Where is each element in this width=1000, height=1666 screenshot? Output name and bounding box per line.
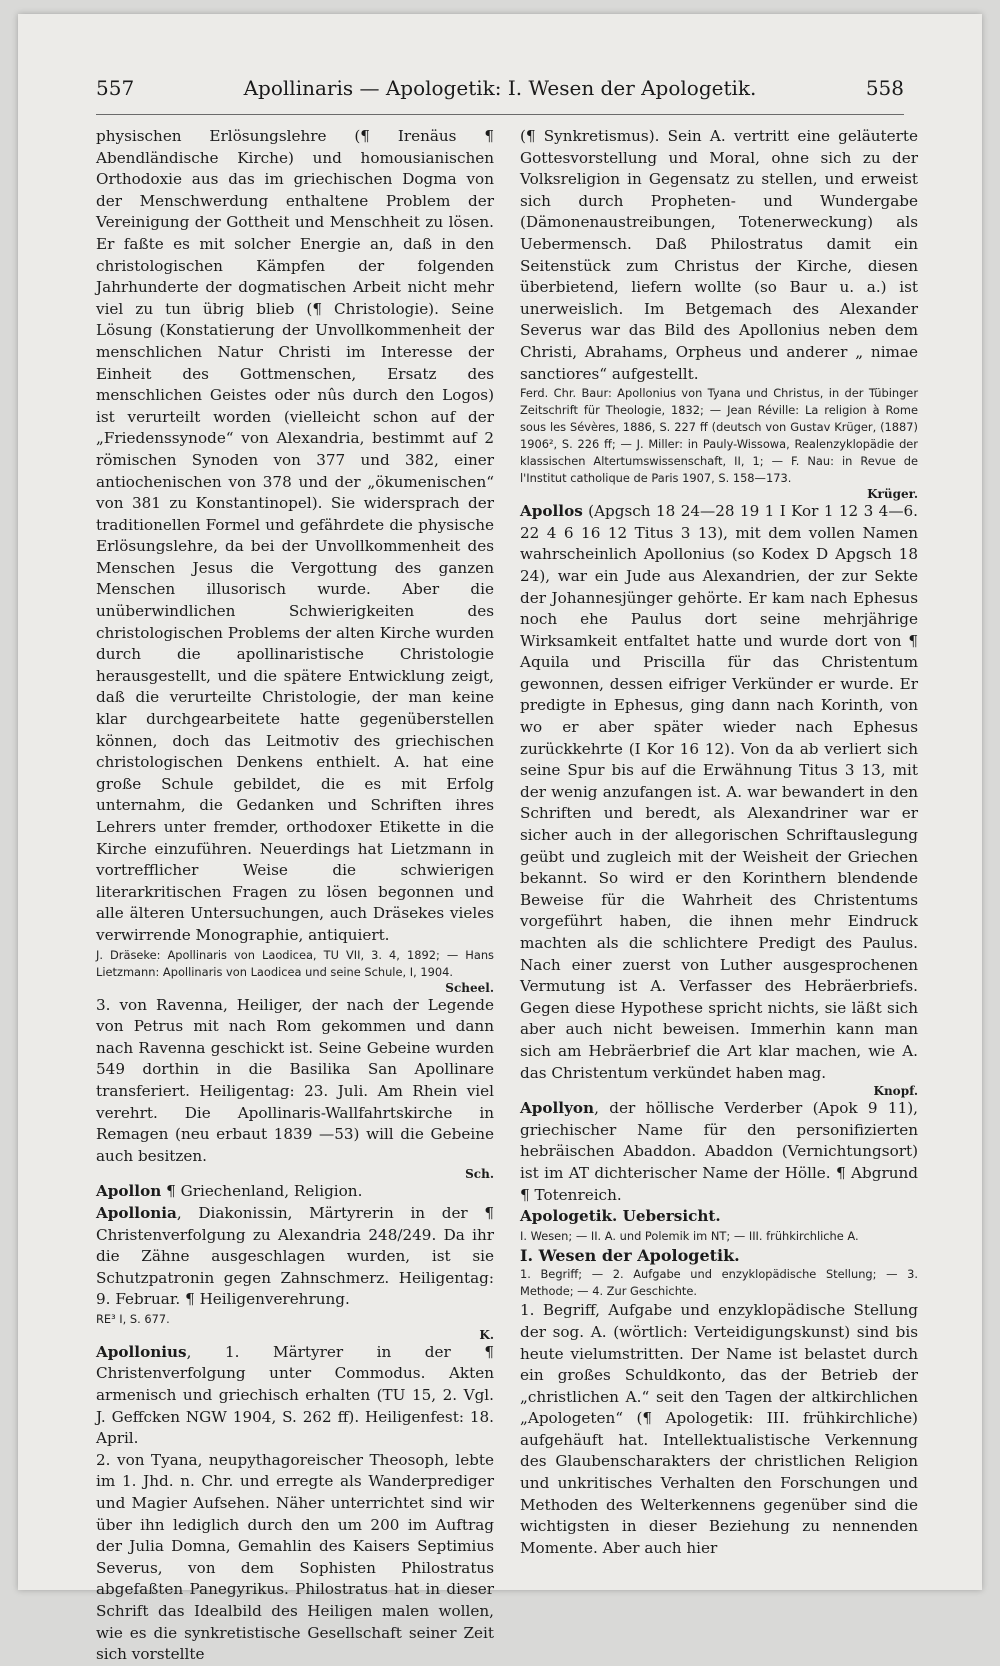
- entry-apollos: [520, 501, 918, 1084]
- entry-apollonius-text: , 1. Märtyrer in der ¶ Christenverfolgung unter Commodus. Akten armenisch und griechisch erhalten (TU 15, 2. Vgl. J. Geffcken NGW 1904, S. 262 ff). Heiligenfest: 18. April.: [96, 1342, 494, 1448]
- author-signature: K.: [479, 1327, 494, 1342]
- author-signature: Sch.: [465, 1167, 494, 1182]
- header-rule: [96, 114, 904, 115]
- apollinaris-continuation: physischen Erlösungslehre (¶ Irenäus ¶ Abendländische Kirche) und homousianischen Orthodoxie aus das im griechischen Dogma von der Menschwerdung enthaltene Problem der Vereinigung der Gottheit und Menschheit zu lösen. Er faßte es mit solcher Energie an, daß in den christologischen Kämpfen der folgenden Jahrhunderte der dogmatischen Arbeit nicht mehr viel zu tun übrig blieb (¶ Christologie). Seine Lösung (Konstatierung der Unvollkommenheit der menschlichen Natur Christi im Interesse der Einheit des Gottmenschen, Ersatz des menschlichen Geistes oder nûs durch den Logos) ist verurteilt worden (vielleicht schon auf der „Friedenssynode“ von Alexandria, bestimmt auf 2 römischen Synoden von 377 und 382, einer antiochenischen von 378 und der „ökumenischen“ von 381 zu Konstantinopel). Sie widersprach der traditionellen Formel und gefährdete die physische Erlösungslehre, da bei der Unvollkommenheit des Menschen Jesus die Vergottung des ganzen Menschen illusorisch wurde. Aber die unüberwindlichen Schwierigkeiten des christologischen Problems der alten Kirche wurden durch die apollinaristische Christologie herausgestellt, und die spätere Entwicklung zeigt, daß die verurteilte Christologie, der man keine klar durchgearbeitete hatte gegenüberstellen können, doch das Leitmotiv des griechischen christologischen Denkens enthielt. A. hat eine große Schule gebildet, die es mit Erfolg unternahm, die Gedanken und Schriften ihres Lehrers unter fremder, orthodoxer Etikette in die Kirche einzuführen. Neuerdings hat Lietzmann in vortrefflicher Weise die schwierigen literarkritischen Fragen zu lösen begonnen und alle älteren Untersuchungen, auch Dräsekes vieles verwirrende Monographie, antiquiert.: [96, 127, 494, 944]
- lemma-apollos: Apollos: [520, 502, 583, 521]
- author-signature: Scheel.: [445, 980, 494, 995]
- section-paragraph: 1. Begriff, Aufgabe und enzyklopädische Stellung der sog. A. (wörtlich: Verteidigungskunst) sind bis heute vielumstritten. Der Name ist belastet durch ein großes Schuldkonto, das der Betrieb der „christlichen A.“ seit den Tagen der altkirchlichen „Apologeten“ (¶ Apologetik: III. frühkirchliche) aufgehäuft hat. Intellektualistische Verkennung des Glaubenscharakters der christlichen Religion und unkritisches Verhalten den Forschungen und Methoden des Welterkennens gegenüber sind die wichtigsten in dieser Beziehung zu nennenden Momente. Aber auch hier: [520, 1301, 918, 1557]
- entry-apollos-text: (Apgsch 18 24—28 19 1 I Kor 1 12 3 4—6. 22 4 6 16 12 Titus 3 13), mit dem vollen Namen wahrscheinlich Apollonius (so Kodex D Apgsch 18 24), war ein Jude aus Alexandrien, der zur Sekte der Johannesjünger gehörte. Er kam nach Ephesus noch ehe Paulus dort seine mehrjährige Wirksamkeit entfaltet hatte und wurde dort von ¶ Aquila und Priscilla für das Christentum gewonnen, dessen eifriger Verkünder er wurde. Er predigte in Ephesus, ging dann nach Korinth, von wo er aber später wieder nach Ephesus zurückkehrte (I Kor 16 12). Von da ab verliert sich seine Spur bis auf die Erwähnung Titus 3 13, mit der wenig anzufangen ist. A. war bewandert in den Schriften und beredt, als Alexandriner war er sicher auch in der allegorischen Schriftauslegung geübt und zugleich mit der Weisheit der Griechen bekannt. So wird er den Korinthern blendende Beweise für die Wahrheit des Christentums vorgeführt haben, die ihnen mehr Eindruck machten als die schlichtere Predigt des Paulus. Nach einer zuerst von Luther ausgesprochenen Vermutung ist A. Verfasser des Hebräerbriefs. Gegen diese Hypothese spricht nichts, sie läßt sich aber auch nicht beweisen. Immerhin kann man sich am Hebräerbrief die Art klar machen, wie A. das Christentum verkündet haben mag.: [520, 502, 918, 1082]
- column-558: [520, 126, 918, 1566]
- entry-apollyon: [520, 1098, 918, 1206]
- lemma-apollyon: Apollyon: [520, 1099, 595, 1118]
- column-557: [96, 126, 494, 1664]
- running-header: [96, 76, 904, 116]
- lemma-apollon: Apollon: [96, 1182, 162, 1201]
- entry-apollonius: [96, 1342, 494, 1450]
- lemma-apologetik: Apologetik. Uebersicht.: [520, 1207, 721, 1226]
- literature-apollonia: RE³ I, S. 677.: [96, 1311, 170, 1326]
- lemma-apollonia: Apollonia: [96, 1203, 177, 1222]
- lemma-apollonius: Apollonius: [96, 1342, 187, 1361]
- page-number-right: 558: [865, 76, 904, 100]
- author-signature: Krüger.: [867, 487, 918, 502]
- apollonius-continuation: (¶ Synkretismus). Sein A. vertritt eine geläuterte Gottesvorstellung und Moral, ohne sich zu der Volksreligion in Gegensatz zu stellen, und erweist sich durch Propheten- und Wundergabe (Dämonenaustreibungen, Totenerweckung) als Uebermensch. Daß Philostratus damit ein Seitenstück zum Christus der Kirche, diesen überbietend, liefern wollte (so Baur u. a.) ist unerweislich. Im Betgemach des Alexander Severus war das Bild des Apollonius neben dem Christi, Abrahams, Orpheus und anderer „ nimae sanctiores“ aufgestellt.: [520, 127, 918, 383]
- book-page: [18, 14, 982, 1664]
- page-number-left: 557: [96, 76, 135, 100]
- section-overview: 1. Begriff; — 2. Aufgabe und enzyklopädische Stellung; — 3. Methode; — 4. Zur Geschichte.: [520, 1267, 918, 1299]
- author-signature: Knopf.: [873, 1084, 918, 1099]
- section-title: I. Wesen der Apologetik.: [520, 1245, 740, 1265]
- apollonius-tyana: 2. von Tyana, neupythagoreischer Theosoph, lebte im 1. Jhd. n. Chr. und erregte als Wanderprediger und Magier Aufsehen. Näher unterrichtet sind wir über ihn lediglich durch den um 200 im Auftrag der Julia Domna, Gemahlin des Kaisers Septimius Severus, von dem Sophisten Philostratus abgefaßten Panegyrikus. Philostratus hat in dieser Schrift das Idealbild des Heiligen malen wollen, wie es die synkretistische Gesellschaft seiner Zeit sich vorstellte: [96, 1450, 494, 1664]
- apologetik-overview: I. Wesen; — II. A. und Polemik im NT; — III. frühkirchliche A.: [520, 1228, 859, 1243]
- literature-apollinaris: J. Dräseke: Apollinaris von Laodicea, TU VII, 3. 4, 1892; — Hans Lietzmann: Apollinaris von Laodicea und seine Schule, I, 1904.: [96, 947, 494, 979]
- running-title: Apollinaris — Apologetik: I. Wesen der Apologetik.: [243, 76, 757, 100]
- entry-apollonia: [96, 1203, 494, 1311]
- entry-apollon: [96, 1181, 494, 1203]
- apollinaris-ravenna: 3. von Ravenna, Heiliger, der nach der Legende von Petrus mit nach Rom gekommen und dann nach Ravenna geschickt ist. Seine Gebeine wurden 549 dorthin in die Basilika San Apollinare transferiert. Heiligentag: 23. Juli. Am Rhein viel verehrt. Die Apollinaris-Wallfahrtskirche in Remagen (neu erbaut 1839 —53) will die Gebeine auch besitzen.: [96, 995, 494, 1165]
- entry-apollon-text: ¶ Griechenland, Religion.: [161, 1182, 363, 1201]
- literature-apollonius: Ferd. Chr. Baur: Apollonius von Tyana und Christus, in der Tübinger Zeitschrift für Theologie, 1832; — Jean Réville: La religion à Rome sous les Sévères, 1886, S. 227 ff (deutsch von Gustav Krüger, (1887) 1906², S. 226 ff; — J. Miller: in Pauly-Wissowa, Realenzyklopädie der klassischen Altertumswissenschaft, II, 1; — F. Nau: in Revue de l'Institut catholique de Paris 1907, S. 158—173.: [520, 386, 918, 486]
- entry-apollyon-text: , der höllische Verderber (Apok 9 11), griechischer Name für den personifizierten hebräischen Abaddon. Abaddon (Vernichtungsort) ist im AT dichterischer Name der Hölle. ¶ Abgrund ¶ Totenreich.: [520, 1099, 918, 1204]
- entry-apollonia-text: , Diakonissin, Märtyrerin in der ¶ Christenverfolgung zu Alexandria 248/249. Da ihr die Zähne ausgeschlagen wurden, ist sie Schutzpatronin gegen Zahnschmerz. Heiligentag: 9. Februar. ¶ Heiligenverehrung.: [96, 1203, 494, 1309]
